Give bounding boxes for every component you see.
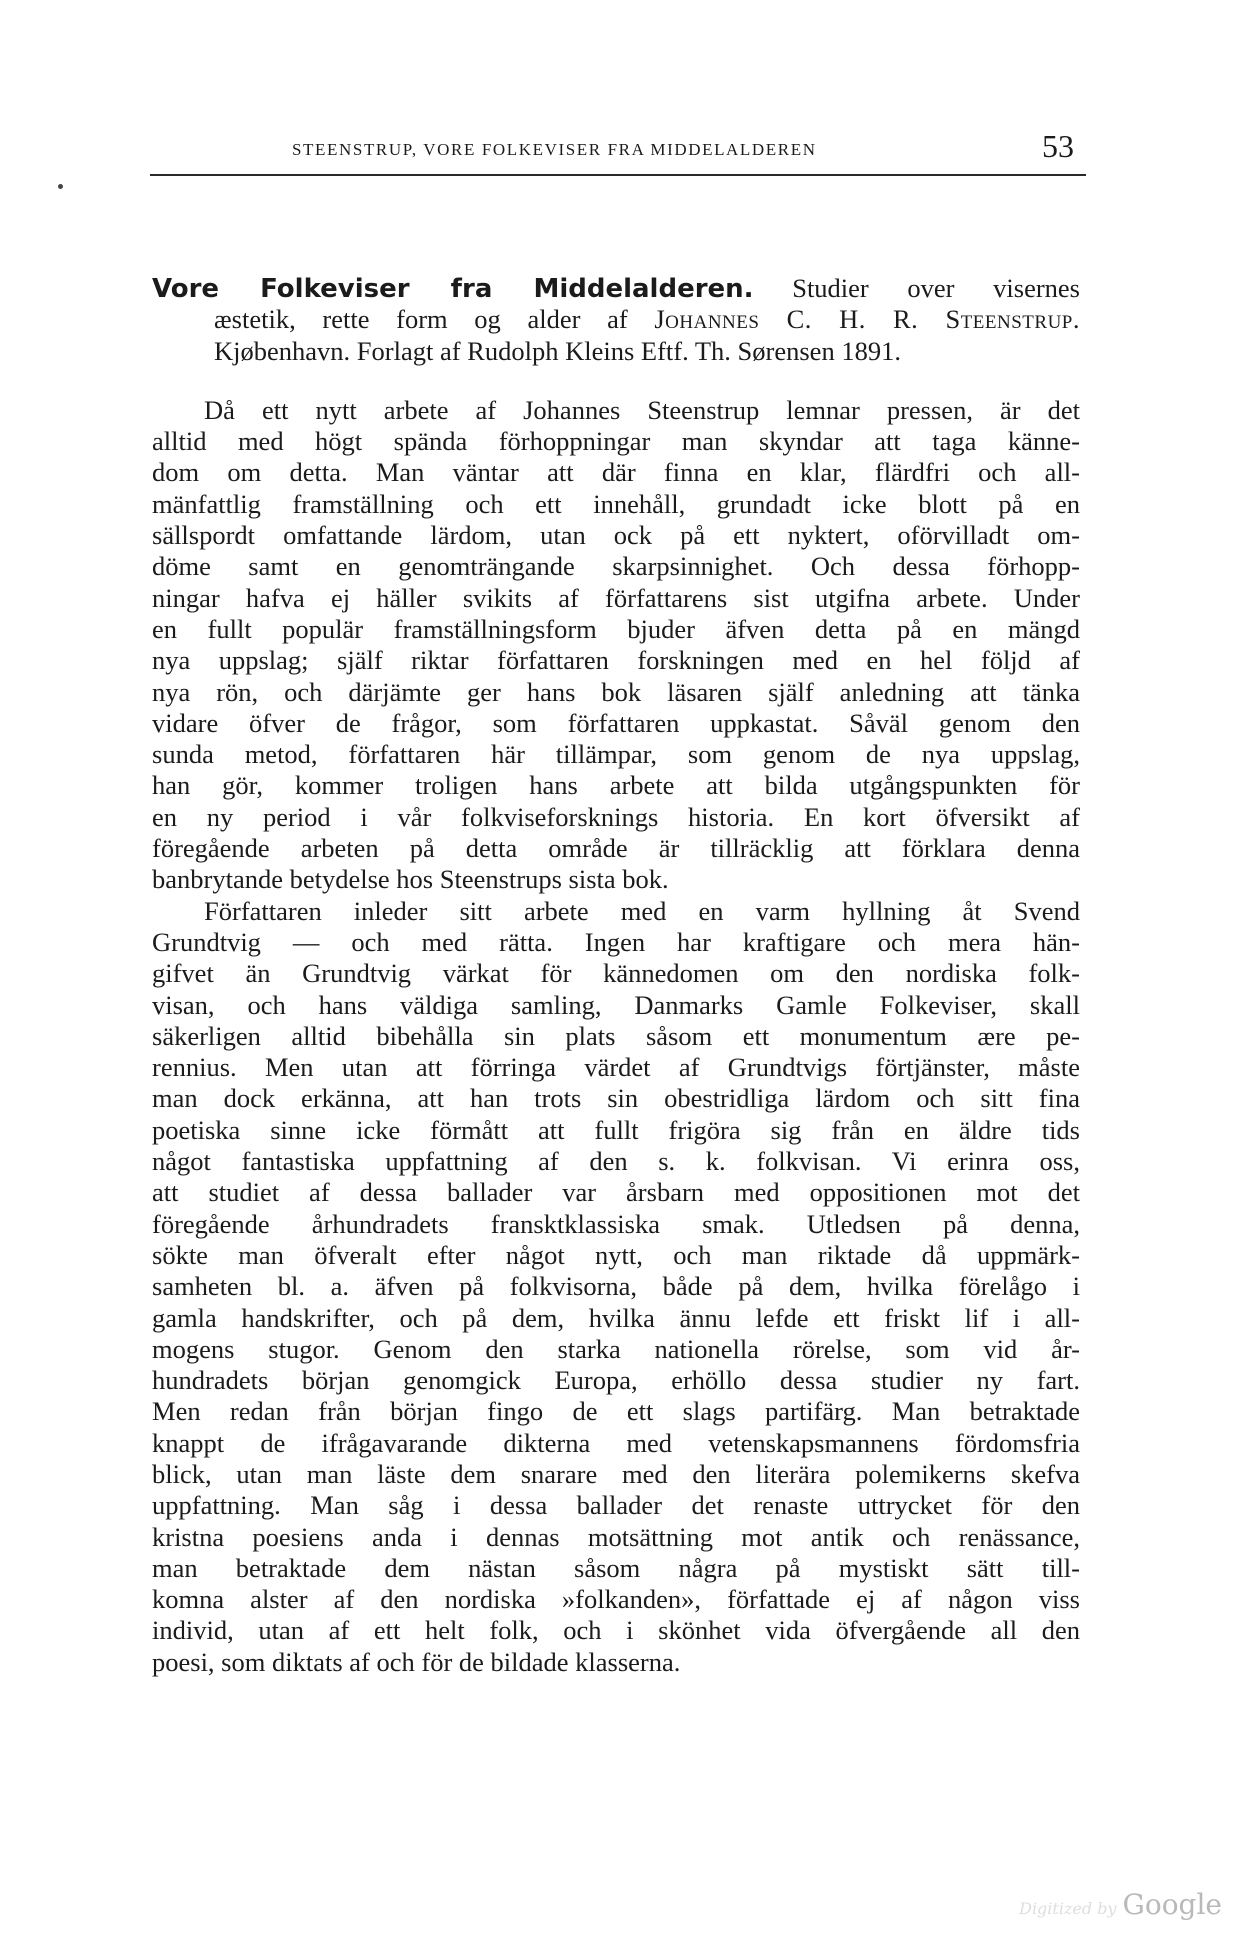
- body-line: gifvet än Grundtvig värkat för kännedomen om den nordiska folk-: [152, 958, 1080, 989]
- body-line: Grundtvig — och med rätta. Ingen har kraftigare och mera hän-: [152, 926, 1080, 957]
- body-line: föregående århundradets fransktklassiska smak. Utledsen på denna,: [152, 1208, 1080, 1239]
- body-line: en ny period i vår folkviseforsknings historia. En kort öfversikt af: [152, 801, 1080, 832]
- body-line: man dock erkänna, att han trots sin obestridliga lärdom och sitt fina: [152, 1083, 1080, 1114]
- google-watermark: [1019, 1888, 1222, 1921]
- body-line: uppfattning. Man såg i dessa ballader det renaste uttrycket för den: [152, 1490, 1080, 1521]
- print-speck: [58, 184, 63, 189]
- body-line: Då ett nytt arbete af Johannes Steenstrup lemnar pressen, är det: [204, 394, 1080, 425]
- review-subtitle-end: æstetik, rette form og alder af: [214, 304, 628, 335]
- review-author: Johannes C. H. R. Steenstrup.: [654, 304, 1080, 335]
- body-line: nya uppslag; själf riktar författaren forskningen med en hel följd af: [152, 645, 1080, 676]
- body-line: hundradets början genomgick Europa, erhöllo dessa studier ny fart.: [152, 1365, 1080, 1396]
- body-line: döme samt en genomträngande skarpsinnighet. Och dessa förhopp-: [152, 551, 1080, 582]
- running-head: [152, 128, 1084, 178]
- body-line: en fullt populär framställningsform bjuder äfven detta på en mängd: [152, 613, 1080, 644]
- body-line: säkerligen alltid bibehålla sin plats såsom ett monumentum ære pe-: [152, 1020, 1080, 1051]
- body-line: något fantastiska uppfattning af den s. k. folkvisan. Vi erinra oss,: [152, 1146, 1080, 1177]
- paragraph-gap: [152, 367, 1080, 395]
- body-line: rennius. Men utan att förringa värdet af Grundtvigs förtjänster, måste: [152, 1052, 1080, 1083]
- header-rule: [150, 174, 1086, 176]
- review-subtitle-start: Studier over visernes: [792, 273, 1080, 303]
- body-line: blick, utan man läste dem snarare med den literära polemikerns skefva: [152, 1458, 1080, 1489]
- body-line: alltid med högt spända förhoppningar man skyndar att taga känne-: [152, 426, 1080, 457]
- body-line: individ, utan af ett helt folk, och i skönhet vida öfvergående all den: [152, 1615, 1080, 1646]
- body-line: poesi, som diktats af och för de bildade klasserna.: [152, 1646, 681, 1677]
- body-line: knappt de ifrågavarande dikterna med vetenskapsmannens fördomsfria: [152, 1427, 1080, 1458]
- body-line: sunda metod, författaren här tillämpar, som genom de nya uppslag,: [152, 739, 1080, 770]
- page-content: [152, 273, 1080, 1678]
- review-reference: [152, 273, 1080, 367]
- body-line: sökte man öfveralt efter något nytt, och man riktade då uppmärk-: [152, 1239, 1080, 1270]
- body-line: sällspordt omfattande lärdom, utan ock på ett nyktert, oförvilladt om-: [152, 520, 1080, 551]
- body-line: mogens stugor. Genom den starka nationella rörelse, som vid år-: [152, 1333, 1080, 1364]
- running-title: STEENSTRUP, VORE FOLKEVISER FRA MIDDELALDEREN: [292, 140, 817, 159]
- body-line: samheten bl. a. äfven på folkvisorna, både på dem, hvilka förelågo i: [152, 1271, 1080, 1302]
- body-line: Men redan från början fingo de ett slags partifärg. Man betraktade: [152, 1396, 1080, 1427]
- body-line: han gör, kommer troligen hans arbete att bilda utgångspunkten för: [152, 770, 1080, 801]
- body-line: gamla handskrifter, och på dem, hvilka ännu lefde ett friskt lif i all-: [152, 1302, 1080, 1333]
- body-line: man betraktade dem nästan såsom några på mystiskt sätt till-: [152, 1552, 1080, 1583]
- body-line: komna alster af den nordiska »folkanden», författade ej af någon viss: [152, 1584, 1080, 1615]
- page-number: 53: [1042, 128, 1074, 164]
- review-title: Vore Folkeviser fra Middelalderen.: [152, 274, 754, 304]
- body-line: vidare öfver de frågor, som författaren uppkastat. Såväl genom den: [152, 707, 1080, 738]
- body-line: kristna poesiens anda i dennas motsättning mot antik och renässance,: [152, 1521, 1080, 1552]
- body-line: att studiet af dessa ballader var årsbarn med oppositionen mot det: [152, 1177, 1080, 1208]
- body-line: Författaren inleder sitt arbete med en varm hyllning åt Svend: [204, 895, 1080, 926]
- review-reference-line-2: [152, 304, 1080, 335]
- body-text: [152, 395, 1080, 1678]
- body-line: poetiska sinne icke förmått att fullt frigöra sig från en äldre tids: [152, 1114, 1080, 1145]
- body-line: ningar hafva ej häller svikits af författarens sist utgifna arbete. Under: [152, 582, 1080, 613]
- watermark-brand: Google: [1122, 1888, 1222, 1921]
- watermark-prefix: Digitized by: [1019, 1899, 1117, 1918]
- body-line: föregående arbeten på detta område är tillräcklig att förklara denna: [152, 833, 1080, 864]
- body-line: nya rön, och därjämte ger hans bok läsaren själf anledning att tänka: [152, 676, 1080, 707]
- body-line: banbrytande betydelse hos Steenstrups sista bok.: [152, 864, 669, 895]
- body-line: mänfattlig framställning och ett innehåll, grundadt icke blott på en: [152, 488, 1080, 519]
- review-reference-line-1: [152, 273, 1080, 304]
- body-line: dom om detta. Man väntar att där finna en klar, flärdfri och all-: [152, 457, 1080, 488]
- review-reference-line-3: Kjøbenhavn. Forlagt af Rudolph Kleins Eftf. Th. Sørensen 1891.: [214, 335, 901, 366]
- body-line: visan, och hans väldiga samling, Danmarks Gamle Folkeviser, skall: [152, 989, 1080, 1020]
